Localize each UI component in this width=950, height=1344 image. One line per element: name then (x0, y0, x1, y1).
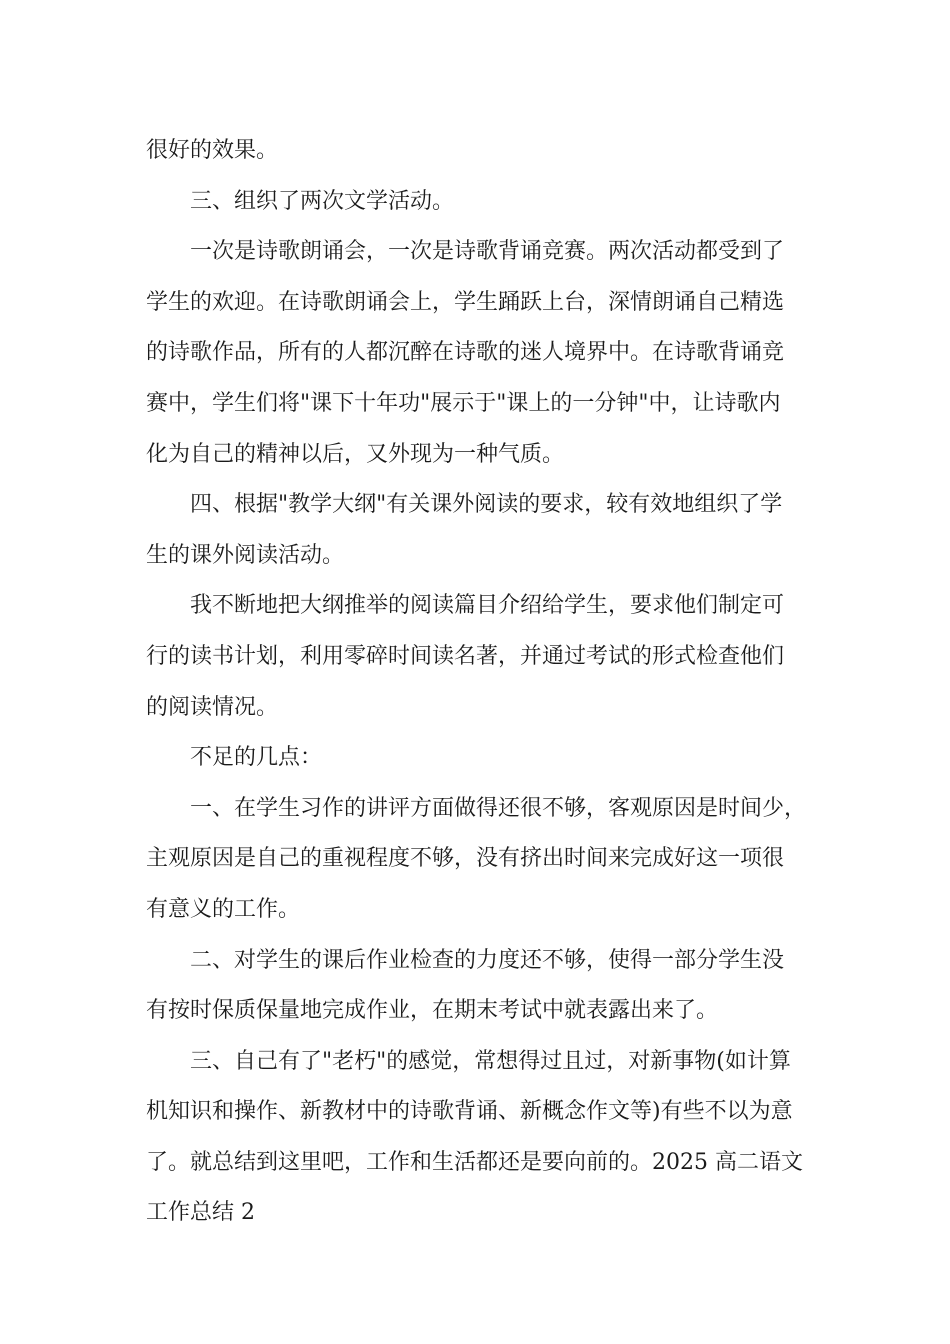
text-line: 化为自己的精神以后，又外现为一种气质。 (146, 441, 565, 467)
text-line: 很好的效果。 (146, 138, 279, 163)
text-line: 了。就总结到这里吧，工作和生活都还是要向前的。2025 高二语文 (146, 1149, 803, 1175)
text-line: 二、对学生的课后作业检查的力度还不够，使得一部分学生没 (190, 947, 785, 973)
section-title: 工作总结 2 (146, 1200, 255, 1226)
text-line: 主观原因是自己的重视程度不够，没有挤出时间来完成好这一项很 (146, 846, 785, 872)
section-heading: 不足的几点： (190, 745, 323, 771)
section-heading: 三、组织了两次文学活动。 (190, 188, 455, 214)
text-line: 的诗歌作品，所有的人都沉醉在诗歌的迷人境界中。在诗歌背诵竞 (146, 340, 785, 366)
text-line: 一次是诗歌朗诵会，一次是诗歌背诵竞赛。两次活动都受到了 (190, 239, 785, 265)
text-line: 行的读书计划，利用零碎时间读名著，并通过考试的形式检查他们 (146, 643, 785, 669)
text-line: 一、在学生习作的讲评方面做得还很不够，客观原因是时间少， (190, 795, 807, 821)
text-line: 的阅读情况。 (146, 694, 279, 720)
text-line: 我不断地把大纲推举的阅读篇目介绍给学生，要求他们制定可 (190, 593, 785, 619)
text-line: 赛中，学生们将"课下十年功"展示于"课上的一分钟"中，让诗歌内 (146, 390, 781, 416)
text-line: 有按时保质保量地完成作业，在期末考试中就表露出来了。 (146, 998, 719, 1024)
section-heading: 四、根据"教学大纲"有关课外阅读的要求，较有效地组织了学 (190, 492, 783, 518)
text-line: 三、自己有了"老朽"的感觉，常想得过且过，对新事物(如计算 (190, 1048, 791, 1074)
text-line: 有意义的工作。 (146, 896, 301, 922)
text-line: 学生的欢迎。在诗歌朗诵会上，学生踊跃上台，深情朗诵自己精选 (146, 289, 785, 315)
document-body (146, 126, 806, 1239)
text-line: 机知识和操作、新教材中的诗歌背诵、新概念作文等)有些不以为意 (146, 1099, 793, 1125)
text-line: 生的课外阅读活动。 (146, 542, 345, 568)
